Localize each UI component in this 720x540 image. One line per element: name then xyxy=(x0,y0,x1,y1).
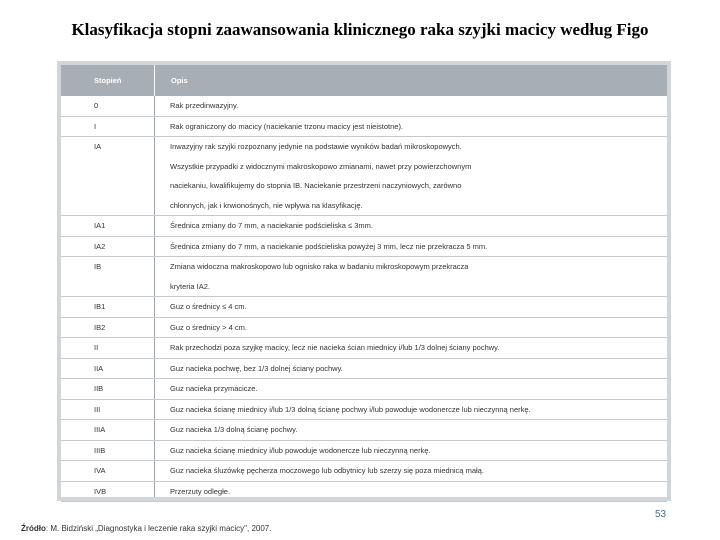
stage-cell: IA1 xyxy=(94,221,106,230)
table-row xyxy=(61,318,667,339)
description-line: Guz nacieka ścianę miednicy i/lub 1/3 dolną ścianę pochwy i/lub powoduje wodonercze lub nieczynną nerkę. xyxy=(170,404,531,414)
description-cell xyxy=(170,359,343,379)
description-cell xyxy=(170,379,258,399)
description-cell xyxy=(170,96,238,116)
stage-cell: IB2 xyxy=(94,322,106,332)
description-line: Średnica zmiany do 7 mm, a naciekanie podścieliska powyżej 3 mm, lecz nie przekracza 5 mm. xyxy=(170,241,488,251)
table-row xyxy=(61,297,667,318)
table-row xyxy=(61,338,667,359)
description-line: Wszystkie przypadki z widocznymi makroskopowo zmianami, nawet przy powierzchownym xyxy=(170,161,472,171)
description-cell xyxy=(170,117,403,137)
source-label: Źródło xyxy=(21,524,46,533)
description-cell xyxy=(170,338,499,358)
description-cell xyxy=(170,420,297,440)
description-cell xyxy=(170,216,373,236)
description-line: Guz o średnicy > 4 cm. xyxy=(170,322,247,332)
description-line: chłonnych, jak i krwionośnych, nie wpływa na klasyfikację. xyxy=(170,200,363,210)
description-line: Zmiana widoczna makroskopowo lub ognisko raka w badaniu mikroskopowym przekracza xyxy=(170,262,469,271)
description-cell xyxy=(170,400,531,420)
description-cell xyxy=(170,297,247,317)
stage-cell: II xyxy=(94,343,99,352)
table-row xyxy=(61,237,667,258)
stage-cell: IIIB xyxy=(94,445,106,455)
stage-cell: IB xyxy=(94,262,102,271)
description-line: Rak przechodzi poza szyjkę macicy, lecz nie nacieka ścian miednicy i/lub 1/3 dolnej ściany pochwy. xyxy=(170,343,500,352)
description-line: Inwazyjny rak szyjki rozpoznany jedynie na podstawie wyników badań mikroskopowych. xyxy=(170,142,462,151)
table-row xyxy=(61,96,667,117)
table-row xyxy=(61,461,667,482)
description-cell xyxy=(170,318,247,338)
slide-title: Klasyfikacja stopni zaawansowania klinicznego raka szyjki macicy według Figo xyxy=(71,20,649,39)
description-line: Guz o średnicy ≤ 4 cm. xyxy=(170,302,247,311)
table-rows xyxy=(61,96,667,502)
stage-cell: IA2 xyxy=(94,241,106,251)
description-line: Rak przedinwazyjny. xyxy=(170,101,239,110)
table-row xyxy=(61,359,667,380)
header-divider xyxy=(154,65,155,96)
description-line: Guz nacieka pochwę, bez 1/3 dolnej ściany pochwy. xyxy=(170,363,343,373)
table-row xyxy=(61,420,667,441)
source-text: : M. Bidziński „Diagnostyka i leczenie raka szyjki macicy", 2007. xyxy=(45,524,272,533)
stage-cell: IIB xyxy=(94,384,104,393)
description-line: Guz nacieka 1/3 dolną ścianę pochwy. xyxy=(170,425,298,434)
description-line: Guz nacieka śluzówkę pęcherza moczowego lub odbytnicy lub szerzy się poza miednicą małą. xyxy=(170,466,484,475)
stage-cell: IIIA xyxy=(94,425,106,434)
stage-cell: IVB xyxy=(94,486,107,496)
table-row xyxy=(61,379,667,400)
description-cell xyxy=(170,482,230,502)
table-row xyxy=(61,117,667,138)
table-row xyxy=(61,257,667,297)
table-row xyxy=(61,137,667,216)
page-number: 53 xyxy=(655,509,667,520)
source-citation xyxy=(21,524,271,533)
description-cell xyxy=(170,461,484,481)
description-cell xyxy=(170,237,487,257)
header-description: Opis xyxy=(171,76,188,85)
stage-cell: III xyxy=(94,404,101,414)
stage-cell: IB1 xyxy=(94,302,106,311)
table-row xyxy=(61,400,667,421)
description-cell xyxy=(170,137,471,215)
description-cell xyxy=(170,441,431,461)
header-stage: Stopień xyxy=(94,76,122,85)
table-header xyxy=(61,65,667,96)
description-line: Rak ograniczony do macicy (naciekanie trzonu macicy jest nieistotne). xyxy=(170,121,404,131)
stage-cell: IIA xyxy=(94,363,104,373)
figo-table xyxy=(57,61,671,501)
table-body xyxy=(61,65,667,497)
stage-cell: IVA xyxy=(94,466,106,475)
stage-cell: IA xyxy=(94,142,102,151)
description-line: Guz nacieka ścianę miednicy i/lub powoduje wodonercze lub nieczynną nerkę. xyxy=(170,445,431,455)
table-row xyxy=(61,216,667,237)
description-line: Przerzuty odległe. xyxy=(170,486,231,496)
description-line: kryteria IA2. xyxy=(170,281,211,291)
stage-cell: I xyxy=(94,121,97,131)
table-row xyxy=(61,482,667,503)
description-line: naciekaniu, kwalifikujemy do stopnia IB. Naciekanie przestrzeni naczyniowych, zarówno xyxy=(170,181,462,190)
description-cell xyxy=(170,257,468,296)
table-row xyxy=(61,441,667,462)
description-line: Guz nacieka przymacicze. xyxy=(170,384,258,393)
description-line: Średnica zmiany do 7 mm, a naciekanie podścieliska ≤ 3mm. xyxy=(170,221,373,230)
stage-cell: 0 xyxy=(94,101,99,110)
